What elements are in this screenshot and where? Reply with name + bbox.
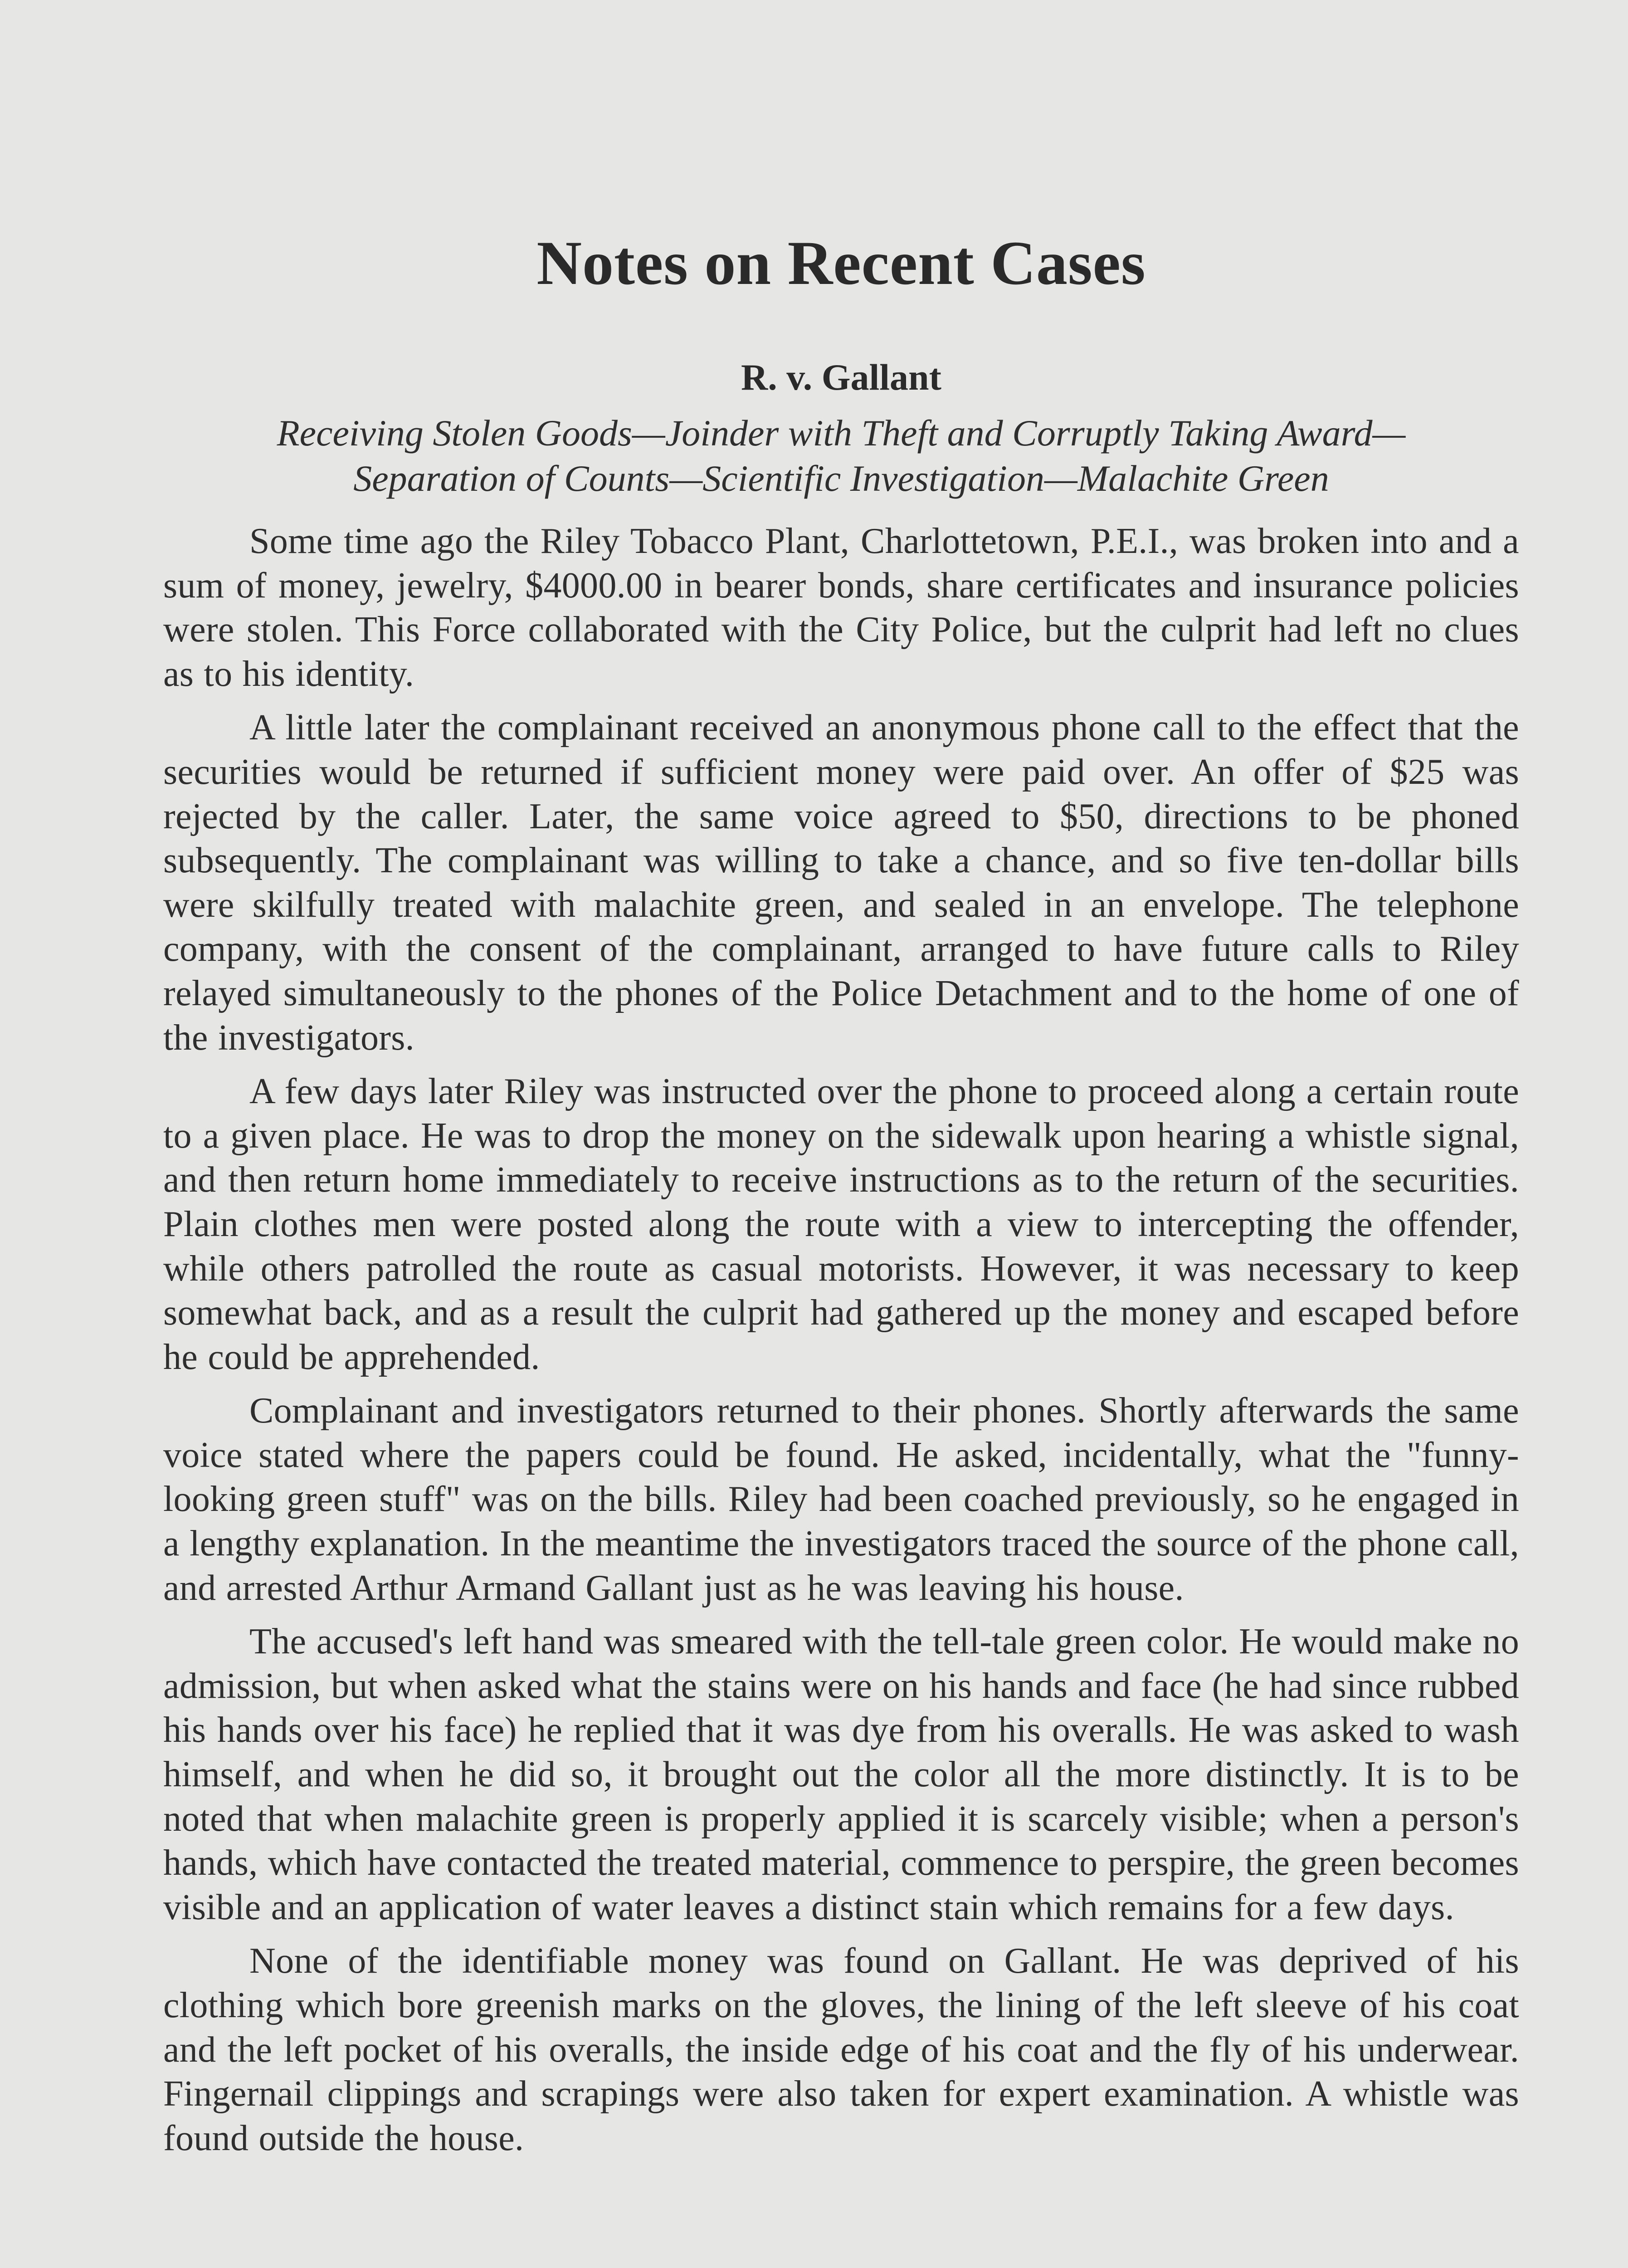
paragraph: A few days later Riley was instructed over the phone to proceed along a certain route to a given place. He was to drop the money on the sidewalk upon hearing a whistle signal, and then return home immediately to receive instructions as to the return of the securities. Plain clothes men were posted along the route with a view to intercepting the offender, while others patrolled the route as casual motorists. However, it was necessary to keep somewhat back, and as a result the culprit had gathered up the money and escaped before he could be apprehended. xyxy=(163,1071,1519,1377)
subheading-line-2: Separation of Counts—Scientific Investigation—Malachite Green xyxy=(353,458,1329,499)
paragraph: Complainant and investigators returned to their phones. Shortly afterwards the same voice stated where the papers could be found. He asked, incidentally, what the "funny-looking green stuff" was on the bills. Riley had been coached previously, so he engaged in a lengthy explanation. In the meantime the investigators traced the source of the phone call, and arrested Arthur Armand Gallant just as he was leaving his house. xyxy=(163,1391,1519,1608)
paragraph: None of the identifiable money was found on Gallant. He was deprived of his clothing which bore greenish marks on the gloves, the lining of the left sleeve of his coat and the left pocket of his overalls, the inside edge of his coat and the fly of his underwear. Fingernail clippings and scrapings were also taken for expert examination. A whistle was found outside the house. xyxy=(163,1941,1519,2158)
paragraph: A little later the complainant received an anonymous phone call to the effect that the securities would be returned if sufficient money were paid over. An offer of $25 was rejected by the caller. Later, the same voice agreed to $50, directions to be phoned subsequently. The complainant was willing to take a chance, and so five ten-dollar bills were skilfully treated with malachite green, and sealed in an envelope. The telephone company, with the consent of the complainant, arranged to have future calls to Riley relayed simultaneously to the phones of the Police Detachment and to the home of one of the investigators. xyxy=(163,708,1519,1058)
case-name: R. v. Gallant xyxy=(741,357,941,398)
article-body xyxy=(163,519,1519,2170)
case-subheading xyxy=(163,411,1519,501)
paragraph: Some time ago the Riley Tobacco Plant, Charlottetown, P.E.I., was broken into and a sum of money, jewelry, $4000.00 in bearer bonds, share certificates and insurance policies were stolen. This Force collaborated with the City Police, but the culprit had left no clues as to his identity. xyxy=(163,521,1519,694)
page-title: Notes on Recent Cases xyxy=(536,228,1146,298)
subheading-line-1: Receiving Stolen Goods—Joinder with Theft and Corruptly Taking Award— xyxy=(277,412,1406,454)
paragraph: The accused's left hand was smeared with the tell-tale green color. He would make no admission, but when asked what the stains were on his hands and face (he had since rubbed his hands over his face) he replied that it was dye from his overalls. He was asked to wash himself, and when he did so, it brought out the color all the more distinctly. It is to be noted that when malachite green is properly applied it is scarcely visible; when a person's hands, which have contacted the treated material, commence to perspire, the green becomes visible and an application of water leaves a distinct stain which remains for a few days. xyxy=(163,1622,1519,1927)
document-page xyxy=(163,0,1519,2268)
